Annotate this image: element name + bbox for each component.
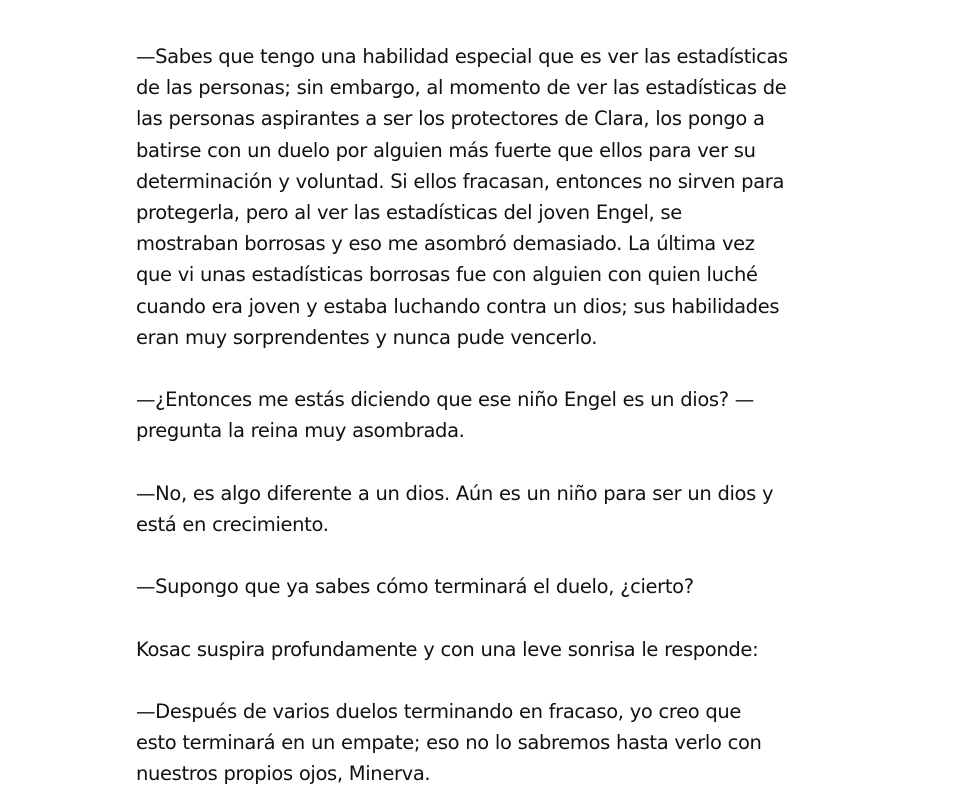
text-line: —No, es algo diferente a un dios. Aún es un niño para ser un dios y: [136, 481, 774, 505]
paragraph: [136, 41, 856, 353]
paragraph: [136, 478, 856, 540]
text-line: —¿Entonces me estás diciendo que ese niño Engel es un dios? —: [136, 388, 754, 412]
text-line: Kosac suspira profundamente y con una leve sonrisa le responde:: [136, 637, 759, 661]
text-line: eran muy sorprendentes y nunca pude vencerlo.: [136, 325, 598, 349]
text-line: esto terminará en un empate; eso no lo sabremos hasta verlo con: [136, 731, 762, 755]
paragraph: [136, 384, 856, 446]
text-line: que vi unas estadísticas borrosas fue con alguien con quien luché: [136, 263, 758, 287]
text-line: batirse con un duelo por alguien más fuerte que ellos para ver su: [136, 138, 756, 162]
text-line: está en crecimiento.: [136, 512, 329, 536]
text-line: las personas aspirantes a ser los protectores de Clara, los pongo a: [136, 107, 765, 131]
document-page: [136, 41, 856, 790]
paragraph: [136, 696, 856, 790]
text-line: de las personas; sin embargo, al momento de ver las estadísticas de: [136, 76, 787, 100]
text-line: —Sabes que tengo una habilidad especial que es ver las estadísticas: [136, 45, 788, 68]
text-line: nuestros propios ojos, Minerva.: [136, 762, 431, 786]
paragraph: [136, 571, 856, 602]
paragraph: [136, 634, 856, 665]
text-line: mostraban borrosas y eso me asombró demasiado. La última vez: [136, 232, 755, 256]
text-line: pregunta la reina muy asombrada.: [136, 419, 465, 443]
text-line: protegerla, pero al ver las estadísticas del joven Engel, se: [136, 200, 682, 224]
text-line: determinación y voluntad. Si ellos fracasan, entonces no sirven para: [136, 169, 785, 193]
text-line: cuando era joven y estaba luchando contra un dios; sus habilidades: [136, 294, 780, 318]
text-line: —Supongo que ya sabes cómo terminará el duelo, ¿cierto?: [136, 575, 694, 599]
text-line: —Después de varios duelos terminando en fracaso, yo creo que: [136, 699, 742, 723]
